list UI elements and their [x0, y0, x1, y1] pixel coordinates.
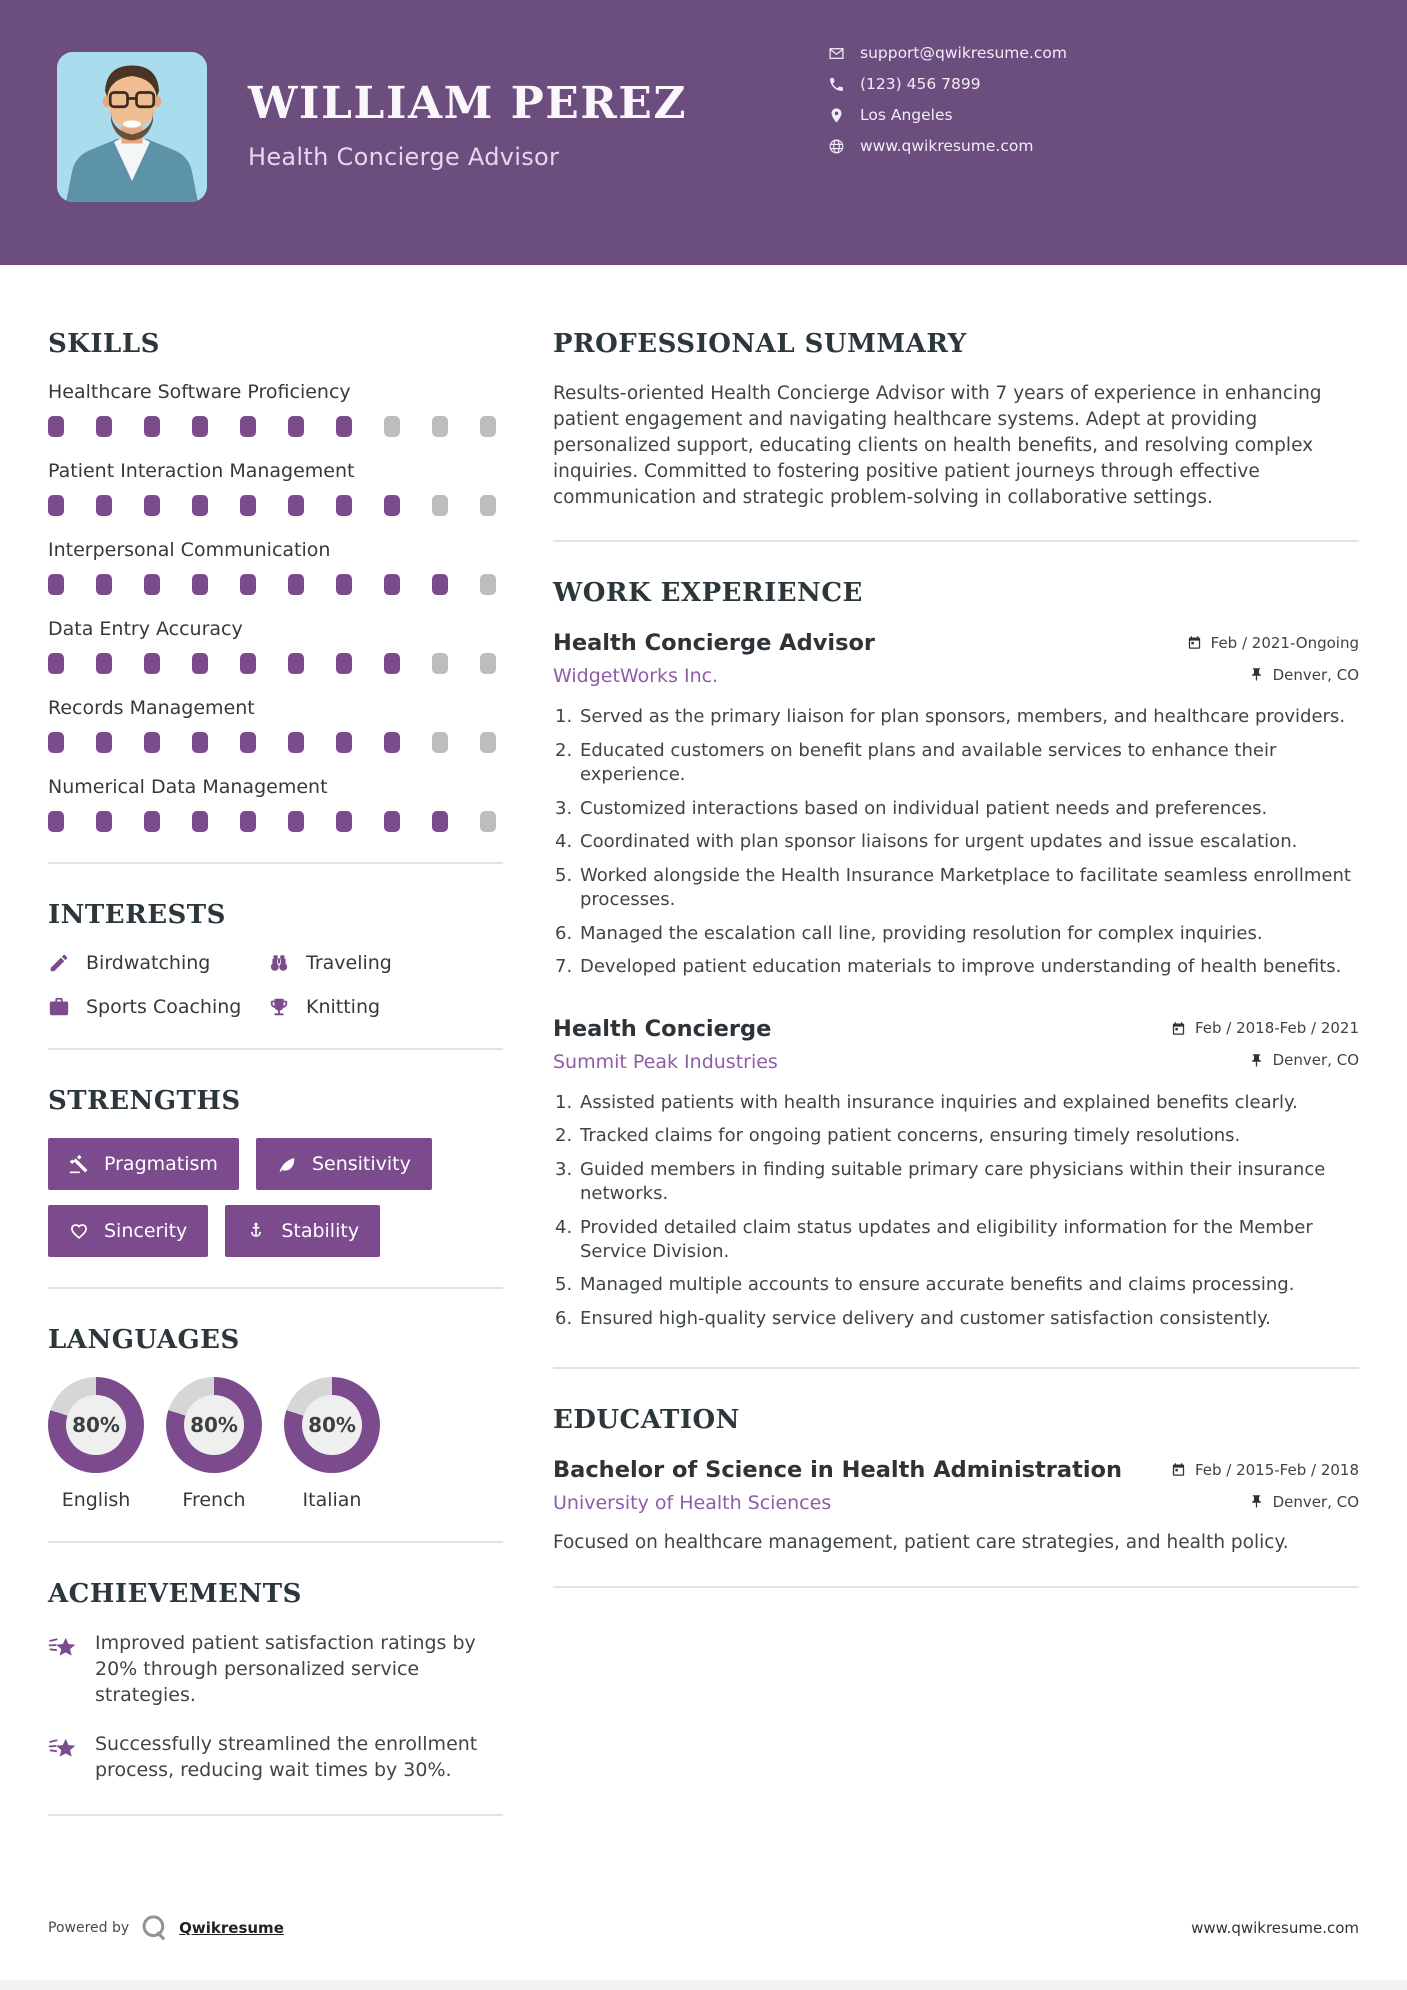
contact-list	[828, 44, 1067, 168]
skill-rating-dot	[144, 574, 160, 595]
skill-rating-dot	[48, 811, 64, 832]
job-dates: Feb / 2021-Ongoing	[1187, 634, 1359, 652]
skill-rating-dot	[432, 495, 448, 516]
skill-rating-dot	[384, 732, 400, 753]
education-header	[553, 1457, 1359, 1514]
contact-text: Los Angeles	[860, 106, 953, 124]
skill-rating-dot	[288, 574, 304, 595]
briefcase-icon	[48, 996, 70, 1018]
powered-by-label: Powered by	[48, 1920, 130, 1936]
experience-section	[553, 578, 1359, 1331]
job-bullet: Provided detailed claim status updates and eligibility information for the Member Service Division.	[580, 1216, 1313, 1263]
anchor-icon	[246, 1221, 266, 1241]
contact-text: (123) 456 7899	[860, 75, 981, 93]
language-label: French	[182, 1489, 246, 1511]
skill-rating-dot	[288, 732, 304, 753]
interests-section	[48, 900, 503, 1018]
skill-rating	[48, 732, 503, 753]
skill-rating-dot	[336, 732, 352, 753]
skill-rating-dot	[48, 653, 64, 674]
job-bullet: Guided members in finding suitable primary care physicians within their insurance networks.	[580, 1158, 1326, 1205]
interest-item	[48, 996, 268, 1018]
achievements-section	[48, 1579, 503, 1784]
skill-label: Healthcare Software Proficiency	[48, 381, 351, 403]
skill-rating-dot	[192, 416, 208, 437]
pen-icon	[48, 952, 70, 974]
education-section	[553, 1405, 1359, 1556]
identity-block	[248, 78, 687, 171]
achievements-heading: ACHIEVEMENTS	[48, 1579, 302, 1609]
skill-rating-dot	[240, 653, 256, 674]
skill-rating-dot	[288, 653, 304, 674]
strength-pill	[48, 1205, 208, 1257]
skill-rating-dot	[432, 574, 448, 595]
skill-rating-dot	[96, 811, 112, 832]
job-bullet: Developed patient education materials to improve understanding of health benefits.	[580, 956, 1342, 978]
job-company: WidgetWorks Inc.	[553, 665, 719, 688]
section-divider	[48, 1814, 503, 1816]
education-school: University of Health Sciences	[553, 1492, 832, 1515]
skill-rating-dot	[480, 732, 496, 753]
phone-icon	[828, 76, 845, 93]
contact-location[interactable]	[828, 106, 1067, 124]
section-divider	[48, 862, 503, 864]
interests-list	[48, 952, 503, 1018]
strengths-section	[48, 1086, 503, 1257]
interest-label: Knitting	[306, 996, 381, 1018]
skill-rating-dot	[144, 811, 160, 832]
job-bullets	[553, 1091, 1359, 1332]
section-divider	[48, 1287, 503, 1289]
job-location: Denver, CO	[1249, 666, 1359, 684]
calendar-icon	[1187, 635, 1202, 650]
job-bullets	[553, 705, 1359, 979]
skill-label: Data Entry Accuracy	[48, 618, 243, 640]
bottom-strip	[0, 1980, 1407, 1990]
jobs-list	[553, 630, 1359, 1331]
languages-heading: LANGUAGES	[48, 1325, 240, 1355]
language-item	[284, 1377, 380, 1511]
summary-text: Results-oriented Health Concierge Advisor with 7 years of experience in enhancing patient engagement and navigating healthcare systems. Adept at providing personalized support, educating clients on health benefits, and resolving complex inquiries. Committed to fostering positive patient journeys through effective communication and strategic problem-solving in collaborative settings.	[553, 383, 1322, 508]
gavel-icon	[69, 1154, 89, 1174]
skill-rating-dot	[240, 574, 256, 595]
skill-rating-dot	[336, 495, 352, 516]
skill-rating-dot	[240, 416, 256, 437]
job-bullet: Ensured high-quality service delivery and customer satisfaction consistently.	[580, 1307, 1271, 1329]
job-bullet: Managed the escalation call line, providing resolution for complex inquiries.	[580, 922, 1263, 944]
shooting-star-icon	[48, 1734, 78, 1760]
skill-rating-dot	[192, 653, 208, 674]
job-bullet: Customized interactions based on individual patient needs and preferences.	[580, 797, 1268, 819]
skill-rating-dot	[192, 495, 208, 516]
skill-rating	[48, 574, 503, 595]
footer-branding	[48, 1914, 284, 1942]
language-donut-chart	[48, 1377, 144, 1473]
skill-item	[48, 618, 503, 674]
contact-globe[interactable]	[828, 137, 1067, 155]
achievement-item	[48, 1631, 503, 1708]
skill-rating-dot	[96, 574, 112, 595]
language-donut-chart	[166, 1377, 262, 1473]
skills-heading: SKILLS	[48, 329, 160, 359]
skill-rating-dot	[144, 495, 160, 516]
education-entry	[553, 1457, 1359, 1514]
skill-rating-dot	[384, 574, 400, 595]
skill-item	[48, 381, 503, 437]
experience-heading: WORK EXPERIENCE	[553, 578, 863, 609]
skill-rating-dot	[48, 416, 64, 437]
skill-rating	[48, 811, 503, 832]
skill-rating-dot	[336, 811, 352, 832]
strength-label: Sincerity	[104, 1220, 188, 1242]
pushpin-icon	[1249, 667, 1264, 682]
skill-rating-dot	[240, 811, 256, 832]
section-divider	[48, 1541, 503, 1543]
skill-rating	[48, 653, 503, 674]
calendar-icon	[1171, 1021, 1186, 1036]
skill-rating-dot	[96, 732, 112, 753]
footer-website: www.qwikresume.com	[1191, 1919, 1359, 1937]
skill-rating-dot	[480, 416, 496, 437]
skill-rating-dot	[480, 653, 496, 674]
job-location: Denver, CO	[1249, 1051, 1359, 1069]
strength-label: Stability	[281, 1220, 360, 1242]
skill-rating-dot	[384, 495, 400, 516]
skill-rating-dot	[432, 811, 448, 832]
summary-heading: PROFESSIONAL SUMMARY	[553, 329, 967, 359]
strength-label: Sensitivity	[311, 1153, 411, 1175]
strength-label: Pragmatism	[104, 1153, 218, 1175]
leaf-icon	[277, 1154, 297, 1174]
calendar-icon	[1171, 1462, 1186, 1477]
avatar-illustration	[57, 52, 207, 202]
language-label: Italian	[302, 1489, 362, 1511]
education-dates: Feb / 2015-Feb / 2018	[1171, 1461, 1359, 1479]
job-bullet: Worked alongside the Health Insurance Marketplace to facilitate seamless enrollment processes.	[580, 864, 1351, 911]
job-entry	[553, 1016, 1359, 1332]
skill-rating-dot	[336, 416, 352, 437]
skill-rating	[48, 495, 503, 516]
qwikresume-logo-icon	[140, 1914, 168, 1942]
section-divider	[553, 1586, 1359, 1588]
job-dates: Feb / 2018-Feb / 2021	[1171, 1019, 1359, 1037]
skill-rating-dot	[48, 574, 64, 595]
contact-phone[interactable]	[828, 75, 1067, 93]
skill-rating-dot	[240, 732, 256, 753]
skill-item	[48, 697, 503, 753]
footer	[0, 1914, 1407, 1942]
profile-photo	[57, 52, 207, 202]
skill-rating-dot	[480, 495, 496, 516]
sidebar-column	[48, 329, 503, 1852]
skill-rating-dot	[432, 732, 448, 753]
skill-rating-dot	[288, 495, 304, 516]
heart-icon	[69, 1221, 89, 1241]
interest-item	[268, 952, 503, 974]
interest-label: Birdwatching	[86, 952, 211, 974]
job-company: Summit Peak Industries	[553, 1050, 778, 1073]
pushpin-icon	[1249, 1494, 1264, 1509]
languages-section	[48, 1325, 503, 1511]
languages-list	[48, 1377, 503, 1511]
skill-rating-dot	[96, 495, 112, 516]
job-bullet: Assisted patients with health insurance inquiries and explained benefits clearly.	[580, 1091, 1298, 1113]
skill-rating-dot	[144, 416, 160, 437]
education-location: Denver, CO	[1249, 1493, 1359, 1511]
skill-rating-dot	[384, 811, 400, 832]
job-bullet: Served as the primary liaison for plan sponsors, members, and healthcare providers.	[580, 706, 1346, 728]
strength-pill	[256, 1138, 432, 1190]
skill-rating-dot	[336, 574, 352, 595]
header	[0, 0, 1407, 265]
skill-item	[48, 539, 503, 595]
skills-list	[48, 381, 503, 832]
interest-item	[48, 952, 268, 974]
skills-section	[48, 329, 503, 832]
trophy-icon	[268, 996, 290, 1018]
education-heading: EDUCATION	[553, 1405, 740, 1436]
skill-label: Records Management	[48, 697, 255, 719]
section-divider	[553, 540, 1359, 542]
skill-rating-dot	[144, 653, 160, 674]
job-bullet: Managed multiple accounts to ensure accurate benefits and claims processing.	[580, 1274, 1295, 1296]
skill-item	[48, 776, 503, 832]
job-bullet: Educated customers on benefit plans and available services to enhance their experience.	[580, 739, 1277, 786]
skill-rating-dot	[48, 495, 64, 516]
language-label: English	[61, 1489, 131, 1511]
job-title: Health Concierge Advisor	[553, 630, 876, 657]
skill-rating-dot	[336, 653, 352, 674]
skill-rating-dot	[240, 495, 256, 516]
skill-label: Numerical Data Management	[48, 776, 328, 798]
achievement-item	[48, 1732, 503, 1784]
skill-rating-dot	[480, 811, 496, 832]
skill-rating-dot	[192, 732, 208, 753]
skill-rating-dot	[96, 416, 112, 437]
interest-label: Sports Coaching	[86, 996, 242, 1018]
qwikresume-link[interactable]: Qwikresume	[179, 1919, 284, 1937]
strength-pill	[48, 1138, 239, 1190]
person-name: WILLIAM PEREZ	[248, 78, 687, 129]
main-column	[553, 329, 1359, 1852]
person-job-title: Health Concierge Advisor	[248, 143, 560, 171]
contact-text: support@qwikresume.com	[860, 44, 1067, 62]
contact-text: www.qwikresume.com	[860, 137, 1034, 155]
skill-label: Interpersonal Communication	[48, 539, 331, 561]
interest-item	[268, 996, 503, 1018]
interest-label: Traveling	[306, 952, 392, 974]
education-degree: Bachelor of Science in Health Administration	[553, 1457, 1123, 1484]
summary-section	[553, 329, 1359, 510]
job-title: Health Concierge	[553, 1015, 772, 1042]
globe-icon	[828, 138, 845, 155]
skill-rating-dot	[144, 732, 160, 753]
skill-rating-dot	[96, 653, 112, 674]
strengths-list	[48, 1138, 503, 1257]
shooting-star-icon	[48, 1633, 78, 1659]
skill-rating-dot	[48, 732, 64, 753]
skill-rating-dot	[432, 653, 448, 674]
job-bullet: Tracked claims for ongoing patient concerns, ensuring timely resolutions.	[580, 1125, 1241, 1147]
binoculars-icon	[268, 952, 290, 974]
strength-pill	[225, 1205, 380, 1257]
content-columns	[0, 329, 1407, 1852]
skill-rating-dot	[384, 416, 400, 437]
contact-email[interactable]	[828, 44, 1067, 62]
language-item	[48, 1377, 144, 1511]
strengths-heading: STRENGTHS	[48, 1086, 241, 1116]
language-percent: 80%	[184, 1395, 244, 1455]
skill-rating	[48, 416, 503, 437]
section-divider	[48, 1048, 503, 1050]
location-icon	[828, 107, 845, 124]
skill-rating-dot	[384, 653, 400, 674]
skill-rating-dot	[480, 574, 496, 595]
language-item	[166, 1377, 262, 1511]
achievement-text: Successfully streamlined the enrollment process, reducing wait times by 30%.	[95, 1733, 478, 1782]
language-percent: 80%	[302, 1395, 362, 1455]
email-icon	[828, 45, 845, 62]
skill-rating-dot	[432, 416, 448, 437]
job-entry	[553, 630, 1359, 979]
achievements-list	[48, 1631, 503, 1784]
skill-rating-dot	[192, 811, 208, 832]
achievement-text: Improved patient satisfaction ratings by 20% through personalized service strategies.	[95, 1632, 476, 1706]
interests-heading: INTERESTS	[48, 900, 226, 930]
skill-item	[48, 460, 503, 516]
language-donut-chart	[284, 1377, 380, 1473]
pushpin-icon	[1249, 1053, 1264, 1068]
skill-rating-dot	[288, 416, 304, 437]
skill-rating-dot	[288, 811, 304, 832]
skill-label: Patient Interaction Management	[48, 460, 355, 482]
section-divider	[553, 1367, 1359, 1369]
skill-rating-dot	[192, 574, 208, 595]
education-description: Focused on healthcare management, patient care strategies, and health policy.	[553, 1532, 1289, 1554]
job-bullet: Coordinated with plan sponsor liaisons for urgent updates and issue escalation.	[580, 831, 1298, 853]
language-percent: 80%	[66, 1395, 126, 1455]
